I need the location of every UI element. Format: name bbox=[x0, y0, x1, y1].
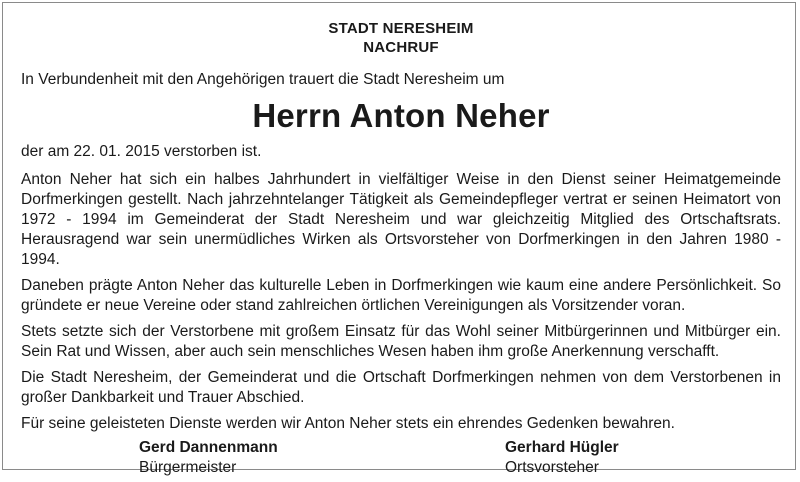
intro-line: In Verbundenheit mit den Angehörigen trauert die Stadt Neresheim um bbox=[21, 71, 505, 88]
notice-type-heading: NACHRUF bbox=[363, 39, 439, 56]
signatory-title: Ortsvorsteher bbox=[505, 459, 599, 476]
notice-content bbox=[21, 3, 781, 482]
death-date-line: der am 22. 01. 2015 verstorben ist. bbox=[21, 143, 262, 160]
signature-local-chief bbox=[505, 438, 619, 478]
obituary-notice bbox=[2, 2, 796, 476]
signatory-name: Gerhard Hügler bbox=[505, 439, 619, 456]
paragraph-farewell: Die Stadt Neresheim, der Gemeinderat und die Ortschaft Dorfmerkingen nehmen von dem Verstorbenen in großer Dankbarkeit und Trauer Abschied. bbox=[21, 369, 781, 406]
signature-mayor bbox=[139, 438, 278, 478]
signatory-name: Gerd Dannenmann bbox=[139, 439, 278, 456]
org-heading: STADT NERESHEIM bbox=[328, 20, 474, 37]
paragraph-culture: Daneben prägte Anton Neher das kulturelle Leben in Dorfmerkingen wie kaum eine andere Persönlichkeit. So gründete er neue Vereine oder stand zahlreichen örtlichen Vereinigungen als Vorsitzender voran. bbox=[21, 277, 781, 314]
signatory-title: Bürgermeister bbox=[139, 459, 237, 476]
signature-block bbox=[21, 438, 781, 482]
paragraph-remembrance: Für seine geleisteten Dienste werden wir Anton Neher stets ein ehrendes Gedenken bewahren. bbox=[21, 415, 675, 432]
paragraph-commitment: Stets setzte sich der Verstorbene mit großem Einsatz für das Wohl seiner Mitbürgerinnen und Mitbürger ein. Sein Rat und Wissen, aber auch sein menschliches Wesen haben ihm große Anerkennung verschafft. bbox=[21, 323, 781, 360]
deceased-name: Herrn Anton Neher bbox=[252, 97, 550, 134]
paragraph-career: Anton Neher hat sich ein halbes Jahrhundert in vielfältiger Weise in den Dienst seiner Heimatgemeinde Dorfmerkingen gestellt. Nach jahrzehntelanger Tätigkeit als Gemeindepfleger vertrat er seinen Heimatort von 1972 - 1994 im Gemeinderat der Stadt Neresheim und war gleichzeitig Mitglied des Ortschaftsrats. Herausragend war sein unermüdliches Wirken als Ortsvorsteher von Dorfmerkingen in den Jahren 1980 - 1994. bbox=[21, 171, 781, 268]
